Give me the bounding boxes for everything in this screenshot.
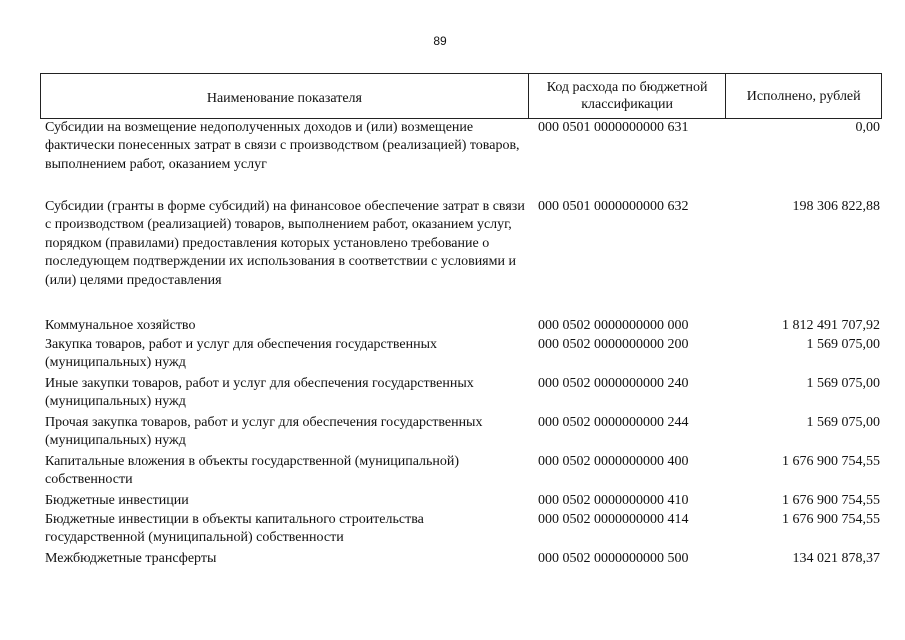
row-amount: 1 569 075,00 bbox=[806, 415, 880, 430]
row-name: Прочая закупка товаров, работ и услуг для обеспечения государственных (муниципальных) нужд bbox=[45, 415, 483, 449]
header-amount: Исполнено, рублей bbox=[746, 88, 861, 104]
row-name: Субсидии (гранты в форме субсидий) на финансовое обеспечение затрат в связи с производством (реализацией) товаров, выполнением работ, оказанием услуг, порядком (правилами) предоставления которых установлено требование о последующем подтверждении их использования в соответствии с условиями и (или) целями предоставления bbox=[45, 199, 525, 288]
row-code: 000 0502 0000000000 400 bbox=[538, 454, 689, 469]
table-row bbox=[40, 511, 882, 550]
row-code: 000 0502 0000000000 200 bbox=[538, 337, 689, 352]
table-row bbox=[40, 414, 882, 453]
row-amount: 198 306 822,88 bbox=[792, 199, 880, 214]
row-amount: 1 676 900 754,55 bbox=[782, 493, 880, 508]
row-name: Субсидии на возмещение недополученных доходов и (или) возмещение фактически понесенных затрат в связи с производством (реализацией) товаров, выполнением работ, оказанием услуг bbox=[45, 120, 520, 172]
header-name: Наименование показателя bbox=[41, 74, 529, 118]
table-row bbox=[40, 492, 882, 511]
row-amount: 0,00 bbox=[855, 120, 880, 135]
row-name: Капитальные вложения в объекты государственной (муниципальной) собственности bbox=[45, 454, 460, 488]
table-row bbox=[40, 375, 882, 414]
row-name: Бюджетные инвестиции bbox=[45, 493, 189, 508]
row-code: 000 0502 0000000000 500 bbox=[538, 551, 689, 566]
table-header bbox=[40, 73, 882, 119]
page-number: 89 bbox=[433, 34, 447, 48]
row-code: 000 0501 0000000000 631 bbox=[538, 120, 689, 135]
table-row bbox=[40, 550, 882, 569]
row-amount: 134 021 878,37 bbox=[792, 551, 880, 566]
row-name: Бюджетные инвестиции в объекты капитального строительства государственной (муниципальной) собственности bbox=[45, 512, 424, 546]
header-code: Код расхода по бюджетной классификации bbox=[529, 74, 727, 118]
row-code: 000 0502 0000000000 244 bbox=[538, 415, 689, 430]
row-code: 000 0502 0000000000 410 bbox=[538, 493, 689, 508]
table-row bbox=[40, 336, 882, 375]
table-row bbox=[40, 119, 882, 198]
row-code: 000 0501 0000000000 632 bbox=[538, 199, 689, 214]
row-amount: 1 676 900 754,55 bbox=[782, 512, 880, 527]
row-code: 000 0502 0000000000 000 bbox=[538, 318, 689, 333]
row-amount: 1 569 075,00 bbox=[806, 376, 880, 391]
row-amount: 1 812 491 707,92 bbox=[782, 318, 880, 333]
budget-table bbox=[40, 73, 882, 569]
row-name: Иные закупки товаров, работ и услуг для обеспечения государственных (муниципальных) нужд bbox=[45, 376, 474, 410]
table-row bbox=[40, 453, 882, 492]
row-name: Межбюджетные трансферты bbox=[45, 551, 217, 566]
row-code: 000 0502 0000000000 414 bbox=[538, 512, 689, 527]
row-name: Коммунальное хозяйство bbox=[45, 318, 196, 333]
row-code: 000 0502 0000000000 240 bbox=[538, 376, 689, 391]
table-row bbox=[40, 198, 882, 317]
row-amount: 1 569 075,00 bbox=[806, 337, 880, 352]
row-name: Закупка товаров, работ и услуг для обеспечения государственных (муниципальных) нужд bbox=[45, 337, 438, 371]
row-amount: 1 676 900 754,55 bbox=[782, 454, 880, 469]
table-row bbox=[40, 317, 882, 336]
